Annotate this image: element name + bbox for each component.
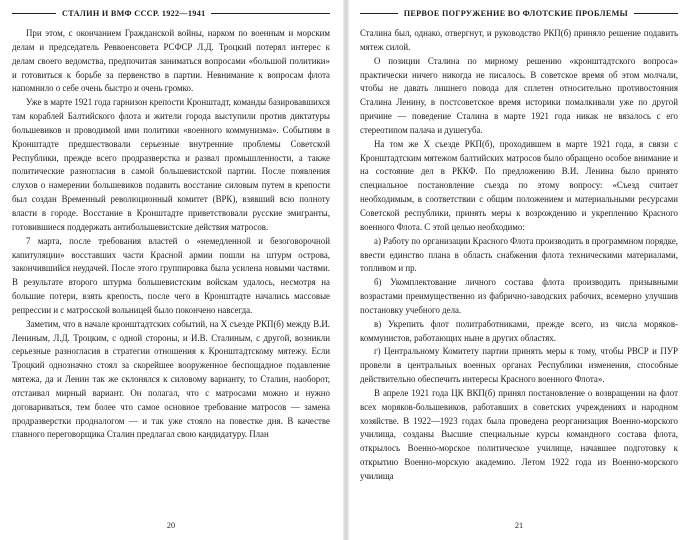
header-rule: [634, 13, 678, 14]
paragraph: В апреле 1921 года ЦК ВКП(б) принял постановление о возвращении на флот всех моряков-большевиков, работавших в советских учреждениях и народном хозяйстве. В 1922—1923 годах была проведена реорганизация Военно-морского училища, созданы Высшие специальные курсы командного состава флота, открылось Военно-морское политическое училище, начавшее подготовку к открытию Военно-морскую академию. Летом 1922 года из Военно-морского училища: [360, 387, 678, 481]
paragraph: На том же X съезде РКП(б), проходившем в марте 1921 года, в связи с Кронштадтским мятежом балтийских матросов было обращено особое внимание и на состояние дел в РККФ. По предложению В.И. Ленина было принято специальное постановление съезда по этому вопросу: «Съезд считает необходимым, в соответствии с общим положением и материальными ресурсами Советской республики, принять меры к возрождению и укреплению Красного военного Флота. С этой целью необходимо:: [360, 138, 678, 232]
page-number-right: 21: [514, 521, 524, 530]
right-page: [360, 6, 678, 534]
paragraph: Уже в марте 1921 года гарнизон крепости Кронштадт, команды базировавшихся там кораблей Балтийского флота и жители города выступили против диктатуры большевиков и проводимой ими политики «военного коммунизма». Событиям в Кронштадте предшествовали серьезные внутренние проблемы Советской Республики, прежде всего продразверстка и развал промышленности, а также политические разногласия в самой большевистской партии. После появления слухов о намерении большевиков подавить восстание силовым путем в крепости был создан Временный революционный комитет (ВРК), взявший всю полноту власти в городе. Восстание в Кронштадте приветствовали русские эмигранты, готовившиеся поддержать антибольшевистские действия матросов.: [12, 97, 330, 232]
page-number-left: 20: [166, 521, 176, 530]
right-page-body: [360, 27, 678, 484]
header-rule: [360, 13, 398, 14]
paragraph: а) Работу по организации Красного Флота производить в программном порядке, ввести единство плана в область снабжения флота техническими материалами, топливом и пр.: [360, 235, 678, 274]
paragraph: Заметим, что в начале кронштадтских событий, на X съезде РКП(б) между В.И. Лениным, Л.Д. Троцким, с одной стороны, и И.В. Сталиным, с другой, возникли серьезные разногласия в стратегии отношения к Кронштадтскому мятежу. Если Троцкий однозначно стоял за скорейшее вооруженное беспощадное подавление мятежа, да и Ленин так же склонялся к силовому варианту, то Сталин, наоборот, отстаивал мирный вариант. Он полагал, что с матросами можно и нужно договариваться, тем более что самое основное требование матросов — замена продразверстки продналогом — и так уже стояло на повестке дня. В качестве главного переговорщика Сталин предлагал свою кандидатуру. План: [12, 318, 330, 440]
left-page: [12, 6, 330, 534]
book-gutter: [343, 0, 349, 540]
left-page-body: [12, 27, 330, 442]
header-rule: [211, 13, 330, 14]
running-head-title: СТАЛИН И ВМФ СССР. 1922—1941: [62, 8, 206, 18]
header-rule: [12, 13, 56, 14]
running-head-right: [360, 6, 678, 20]
paragraph: О позиции Сталина по мирному решению «кронштадтского вопроса» практически ничего никогда не писалось. В советское время об этом молчали, чтобы не давать лишнего повода для сплетен относительно противостояния Сталина Ленину, в постсоветское время историки помалкивали уже по другой причине — поведение Сталина в марте 1921 года никак не вязалось с его стереотипом палача и душегуба.: [360, 55, 678, 135]
paragraph: г) Центральному Комитету партии принять меры к тому, чтобы РВСР и ПУР провели в центральных военных органах Республики изменения, способные действительно обеспечить интересы Красного военного Флота».: [360, 346, 678, 385]
running-head-left: [12, 6, 330, 20]
paragraph: б) Укомплектование личного состава флота производить призывными возрастами преимущественно из фабрично-заводских рабочих, всемерно улучшив постановку учебного дела.: [360, 277, 678, 315]
paragraph: При этом, с окончанием Гражданской войны, нарком по военным и морским делам и председатель Реввоенсовета РСФСР Л.Д. Троцкий потерял интерес к делам своего ведомства, предпочитая заниматься вопросами «большой политики» и готовиться к борьбе за первенство в партии. Невнимание к вопросам флота напомнило о себе очень быстро и очень громко.: [12, 28, 330, 94]
paragraph: в) Укрепить флот политработниками, прежде всего, из числа моряков-коммунистов, работающих ныне в других областях.: [360, 318, 678, 343]
paragraph: Сталина был, однако, отвергнут, и руководство РКП(б) приняло решение подавить мятеж силой.: [360, 28, 678, 52]
paragraph: 7 марта, после требования властей о «немедленной и безоговорочной капитуляции» восставших части Красной армии пошли на штурм острова, закончившийся неудачей. После этого группировка была усилена новыми частями. В результате второго штурма большевистским войскам удалось, несмотря на большие потери, взять крепость, после чего в Кронштадте начались массовые репрессии и с матросской вольницей было покончено навсегда.: [12, 235, 330, 315]
running-head-title: ПЕРВОЕ ПОГРУЖЕНИЕ ВО ФЛОТСКИЕ ПРОБЛЕМЫ: [403, 8, 628, 18]
